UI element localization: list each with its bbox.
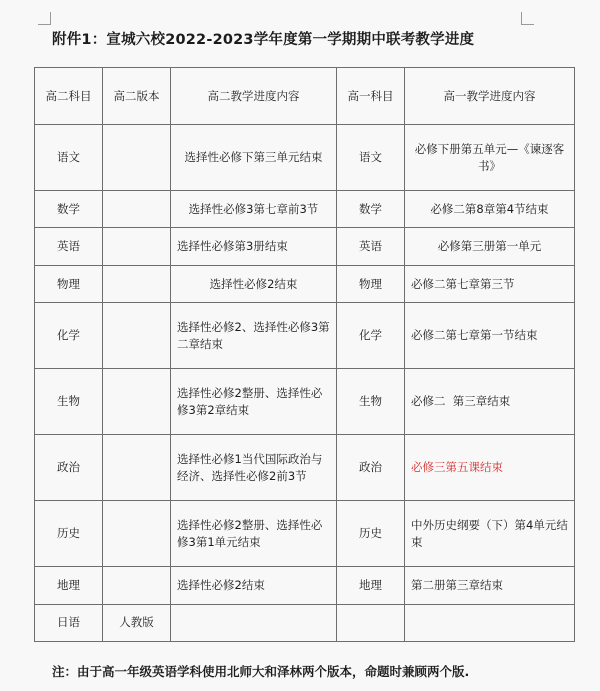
g2-progress-cell [171, 604, 337, 641]
g1-subject-cell: 语文 [337, 125, 405, 191]
g2-subject-cell: 化学 [35, 303, 103, 369]
g1-subject-cell: 政治 [337, 435, 405, 501]
teaching-progress-table [34, 67, 575, 642]
table-row [35, 501, 575, 567]
g2-subject-cell: 物理 [35, 265, 103, 302]
header-g2-progress: 高二教学进度内容 [171, 68, 337, 125]
g1-progress-cell: 必修二第七章第三节 [405, 265, 575, 302]
g2-version-cell: 人教版 [103, 604, 171, 641]
g2-progress-cell: 选择性必修2整册、选择性必修3第2章结束 [171, 369, 337, 435]
g2-progress-cell: 选择性必修1当代国际政治与经济、选择性必修2前3节 [171, 435, 337, 501]
g2-progress-cell: 选择性必修2结束 [171, 567, 337, 604]
table-row [35, 435, 575, 501]
table-row [35, 369, 575, 435]
g1-progress-cell: 第二册第三章结束 [405, 567, 575, 604]
g2-version-cell [103, 265, 171, 302]
g2-progress-cell: 选择性必修2整册、选择性必修3第1单元结束 [171, 501, 337, 567]
g1-progress-cell: 必修二 第三章结束 [405, 369, 575, 435]
g2-version-cell [103, 191, 171, 228]
g1-progress-cell: 中外历史纲要（下）第4单元结束 [405, 501, 575, 567]
g2-progress-cell: 选择性必修第3册结束 [171, 228, 337, 265]
table-row [35, 191, 575, 228]
g1-subject-cell [337, 604, 405, 641]
header-g2-subject: 高二科目 [35, 68, 103, 125]
g2-version-cell [103, 303, 171, 369]
g2-subject-cell: 生物 [35, 369, 103, 435]
g1-subject-cell: 地理 [337, 567, 405, 604]
g1-subject-cell: 数学 [337, 191, 405, 228]
g2-version-cell [103, 567, 171, 604]
header-g1-progress: 高一教学进度内容 [405, 68, 575, 125]
g2-subject-cell: 英语 [35, 228, 103, 265]
g1-subject-cell: 化学 [337, 303, 405, 369]
header-g2-version: 高二版本 [103, 68, 171, 125]
g2-version-cell [103, 125, 171, 191]
header-g1-subject: 高一科目 [337, 68, 405, 125]
g2-version-cell [103, 435, 171, 501]
footnote: 注：由于高一年级英语学科使用北师大和泽林两个版本，命题时兼顾两个版. [52, 664, 470, 679]
g2-subject-cell: 语文 [35, 125, 103, 191]
g2-version-cell [103, 228, 171, 265]
g2-subject-cell: 日语 [35, 604, 103, 641]
g1-subject-cell: 生物 [337, 369, 405, 435]
g2-version-cell [103, 369, 171, 435]
g1-progress-cell: 必修二第七章第一节结束 [405, 303, 575, 369]
g1-progress-cell [405, 604, 575, 641]
table-header-row [35, 68, 575, 125]
g2-progress-cell: 选择性必修下第三单元结束 [171, 125, 337, 191]
g1-subject-cell: 英语 [337, 228, 405, 265]
table-row [35, 303, 575, 369]
g1-progress-cell: 必修下册第五单元—《谏逐客书》 [405, 125, 575, 191]
page-corner-mark-right [521, 12, 534, 25]
g2-progress-cell: 选择性必修3第七章前3节 [171, 191, 337, 228]
g1-progress-cell: 必修第三册第一单元 [405, 228, 575, 265]
table-row [35, 604, 575, 641]
g1-subject-cell: 历史 [337, 501, 405, 567]
g2-version-cell [103, 501, 171, 567]
g1-progress-cell: 必修二第8章第4节结束 [405, 191, 575, 228]
table-row [35, 228, 575, 265]
g2-subject-cell: 政治 [35, 435, 103, 501]
g1-subject-cell: 物理 [337, 265, 405, 302]
page-corner-mark-left [38, 12, 51, 25]
g2-progress-cell: 选择性必修2、选择性必修3第二章结束 [171, 303, 337, 369]
table-row [35, 567, 575, 604]
g2-subject-cell: 地理 [35, 567, 103, 604]
table-row [35, 265, 575, 302]
g2-progress-cell: 选择性必修2结束 [171, 265, 337, 302]
g2-subject-cell: 历史 [35, 501, 103, 567]
document-title: 附件1：宣城六校2022-2023学年度第一学期期中联考教学进度 [52, 32, 475, 48]
g1-progress-cell-highlighted: 必修三第五课结束 [405, 435, 575, 501]
table-row [35, 125, 575, 191]
g2-subject-cell: 数学 [35, 191, 103, 228]
